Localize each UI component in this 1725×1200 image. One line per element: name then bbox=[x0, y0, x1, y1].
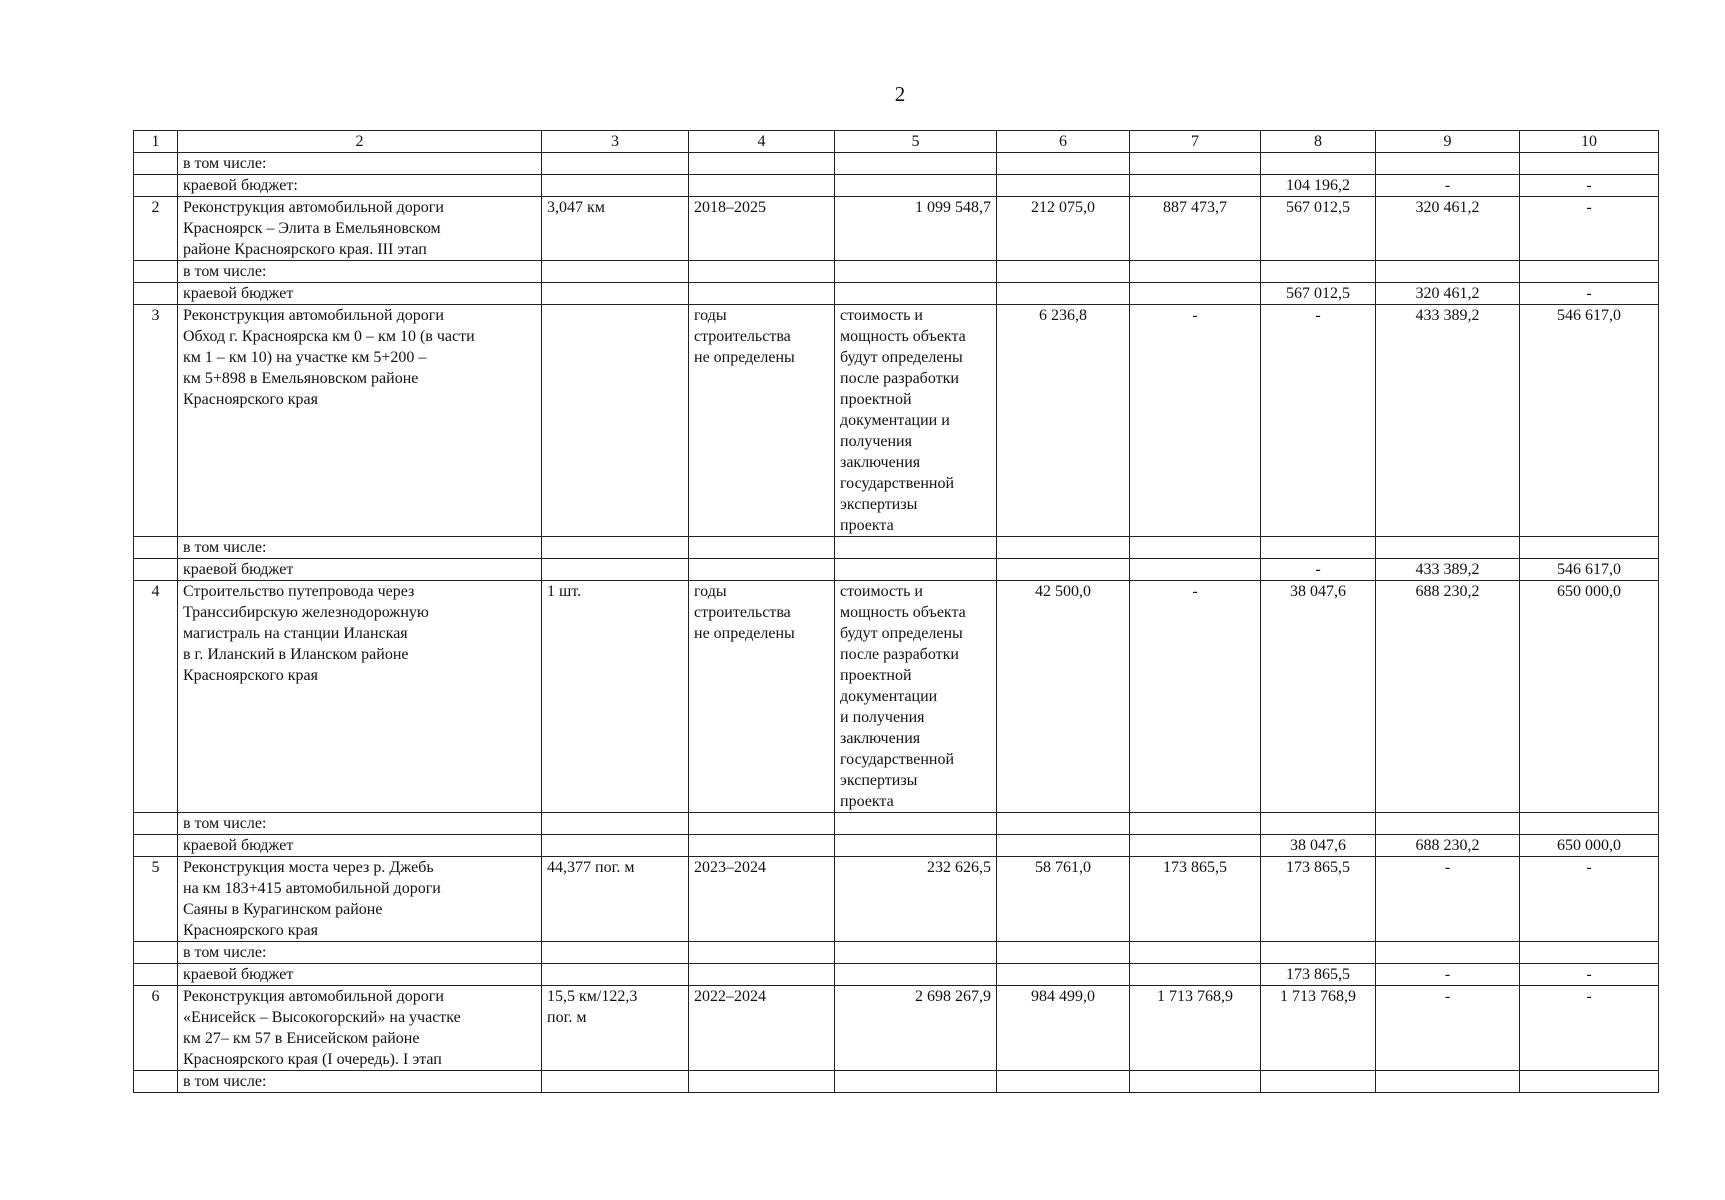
incl-label: в том числе: bbox=[178, 261, 542, 283]
header-cell: 2 bbox=[178, 131, 542, 153]
table-row bbox=[134, 986, 1659, 1071]
table-row bbox=[134, 197, 1659, 261]
header-cell: 1 bbox=[134, 131, 178, 153]
table-row bbox=[134, 942, 1659, 964]
object-name: Реконструкция автомобильной дороги «Енисейск – Высокогорский» на участке км 27– км 57 в Енисейском районе Красноярского края (I очередь). I этап bbox=[178, 986, 542, 1071]
table-row bbox=[134, 813, 1659, 835]
page-number: 2 bbox=[894, 82, 906, 106]
row-number: 2 bbox=[134, 197, 178, 261]
object-name: Строительство путепровода через Транссибирскую железнодорожную магистраль на станции Иланская в г. Иланский в Иланском районе Красноярского края bbox=[178, 581, 542, 813]
cell-value: 984 499,0 bbox=[997, 986, 1130, 1071]
cell-value: - bbox=[1130, 581, 1261, 813]
header-cell: 4 bbox=[689, 131, 835, 153]
cell-value: 320 461,2 bbox=[1376, 283, 1520, 305]
cell-value: 42 500,0 bbox=[997, 581, 1130, 813]
header-row bbox=[134, 131, 1659, 153]
years: 2022–2024 bbox=[689, 986, 835, 1071]
table-row bbox=[134, 857, 1659, 942]
row-number: 3 bbox=[134, 305, 178, 537]
table-row bbox=[134, 1071, 1659, 1093]
header-cell: 8 bbox=[1261, 131, 1376, 153]
incl-label: в том числе: bbox=[178, 813, 542, 835]
object-name: Реконструкция автомобильной дороги Красноярск – Элита в Емельяновском районе Красноярского края. III этап bbox=[178, 197, 542, 261]
regional-budget-label: краевой бюджет bbox=[178, 835, 542, 857]
cell-value: 546 617,0 bbox=[1520, 305, 1659, 537]
capacity bbox=[542, 305, 689, 537]
years: 2023–2024 bbox=[689, 857, 835, 942]
cost: 2 698 267,9 bbox=[835, 986, 997, 1071]
capacity: 15,5 км/122,3 пог. м bbox=[542, 986, 689, 1071]
regional-budget-label: краевой бюджет bbox=[178, 283, 542, 305]
incl-label: в том числе: bbox=[178, 537, 542, 559]
cell-value: - bbox=[1376, 175, 1520, 197]
cell-value: - bbox=[1376, 964, 1520, 986]
row-number: 6 bbox=[134, 986, 178, 1071]
header-cell: 9 bbox=[1376, 131, 1520, 153]
cell-value: - bbox=[1520, 175, 1659, 197]
cell-value: 6 236,8 bbox=[997, 305, 1130, 537]
cell-value: 38 047,6 bbox=[1261, 835, 1376, 857]
cell-value: 1 713 768,9 bbox=[1261, 986, 1376, 1071]
cell-value: 104 196,2 bbox=[1261, 175, 1376, 197]
cell-value: 688 230,2 bbox=[1376, 581, 1520, 813]
cell-value: - bbox=[1520, 197, 1659, 261]
cell-value: - bbox=[1261, 559, 1376, 581]
budget-table bbox=[133, 130, 1659, 1093]
cell-value: - bbox=[1376, 986, 1520, 1071]
regional-budget-label: краевой бюджет bbox=[178, 559, 542, 581]
cost: 1 099 548,7 bbox=[835, 197, 997, 261]
cell-value: 320 461,2 bbox=[1376, 197, 1520, 261]
cell-value: 650 000,0 bbox=[1520, 581, 1659, 813]
header-cell: 3 bbox=[542, 131, 689, 153]
cell-value: - bbox=[1376, 857, 1520, 942]
years: 2018–2025 bbox=[689, 197, 835, 261]
cell-value: - bbox=[1130, 305, 1261, 537]
cell-value: 58 761,0 bbox=[997, 857, 1130, 942]
cell-value: 38 047,6 bbox=[1261, 581, 1376, 813]
cell-value: 212 075,0 bbox=[997, 197, 1130, 261]
header-cell: 6 bbox=[997, 131, 1130, 153]
object-name: Реконструкция моста через р. Джебь на км 183+415 автомобильной дороги Саяны в Курагинском районе Красноярского края bbox=[178, 857, 542, 942]
table-row bbox=[134, 581, 1659, 813]
cell-value: 887 473,7 bbox=[1130, 197, 1261, 261]
object-name: Реконструкция автомобильной дороги Обход г. Красноярска км 0 – км 10 (в части км 1 – км 10) на участке км 5+200 – км 5+898 в Емельяновском районе Красноярского края bbox=[178, 305, 542, 537]
table-row bbox=[134, 283, 1659, 305]
cell-value: 433 389,2 bbox=[1376, 305, 1520, 537]
capacity: 1 шт. bbox=[542, 581, 689, 813]
cell-value: 567 012,5 bbox=[1261, 283, 1376, 305]
regional-budget-label: краевой бюджет bbox=[178, 964, 542, 986]
header-cell: 5 bbox=[835, 131, 997, 153]
table-row bbox=[134, 835, 1659, 857]
table-row bbox=[134, 175, 1659, 197]
incl-label: в том числе: bbox=[178, 1071, 542, 1093]
regional-budget-label: краевой бюджет: bbox=[178, 175, 542, 197]
cost: стоимость и мощность объекта будут определены после разработки проектной документации и получения заключения государственной экспертизы проекта bbox=[835, 305, 997, 537]
cell-value: - bbox=[1520, 964, 1659, 986]
cell-value: - bbox=[1520, 283, 1659, 305]
cell-value: 433 389,2 bbox=[1376, 559, 1520, 581]
cell-value: 546 617,0 bbox=[1520, 559, 1659, 581]
cell-value: - bbox=[1520, 986, 1659, 1071]
header-cell: 10 bbox=[1520, 131, 1659, 153]
cell-value: 567 012,5 bbox=[1261, 197, 1376, 261]
years: годы строительства не определены bbox=[689, 581, 835, 813]
cell-value: - bbox=[1520, 857, 1659, 942]
table-row bbox=[134, 261, 1659, 283]
incl-label: в том числе: bbox=[178, 942, 542, 964]
incl-label: в том числе: bbox=[178, 153, 542, 175]
cell-value: 173 865,5 bbox=[1130, 857, 1261, 942]
cell-value: 1 713 768,9 bbox=[1130, 986, 1261, 1071]
cell-value: 688 230,2 bbox=[1376, 835, 1520, 857]
table-row bbox=[134, 305, 1659, 537]
cost: стоимость и мощность объекта будут определены после разработки проектной документации и получения заключения государственной экспертизы проекта bbox=[835, 581, 997, 813]
cell-value: 650 000,0 bbox=[1520, 835, 1659, 857]
table-row bbox=[134, 964, 1659, 986]
table-row bbox=[134, 537, 1659, 559]
cell-value: 173 865,5 bbox=[1261, 857, 1376, 942]
table-row bbox=[134, 153, 1659, 175]
row-number: 4 bbox=[134, 581, 178, 813]
row-number: 5 bbox=[134, 857, 178, 942]
header-cell: 7 bbox=[1130, 131, 1261, 153]
cell-value: 173 865,5 bbox=[1261, 964, 1376, 986]
cost: 232 626,5 bbox=[835, 857, 997, 942]
capacity: 44,377 пог. м bbox=[542, 857, 689, 942]
years: годы строительства не определены bbox=[689, 305, 835, 537]
capacity: 3,047 км bbox=[542, 197, 689, 261]
table-row bbox=[134, 559, 1659, 581]
cell-value: - bbox=[1261, 305, 1376, 537]
